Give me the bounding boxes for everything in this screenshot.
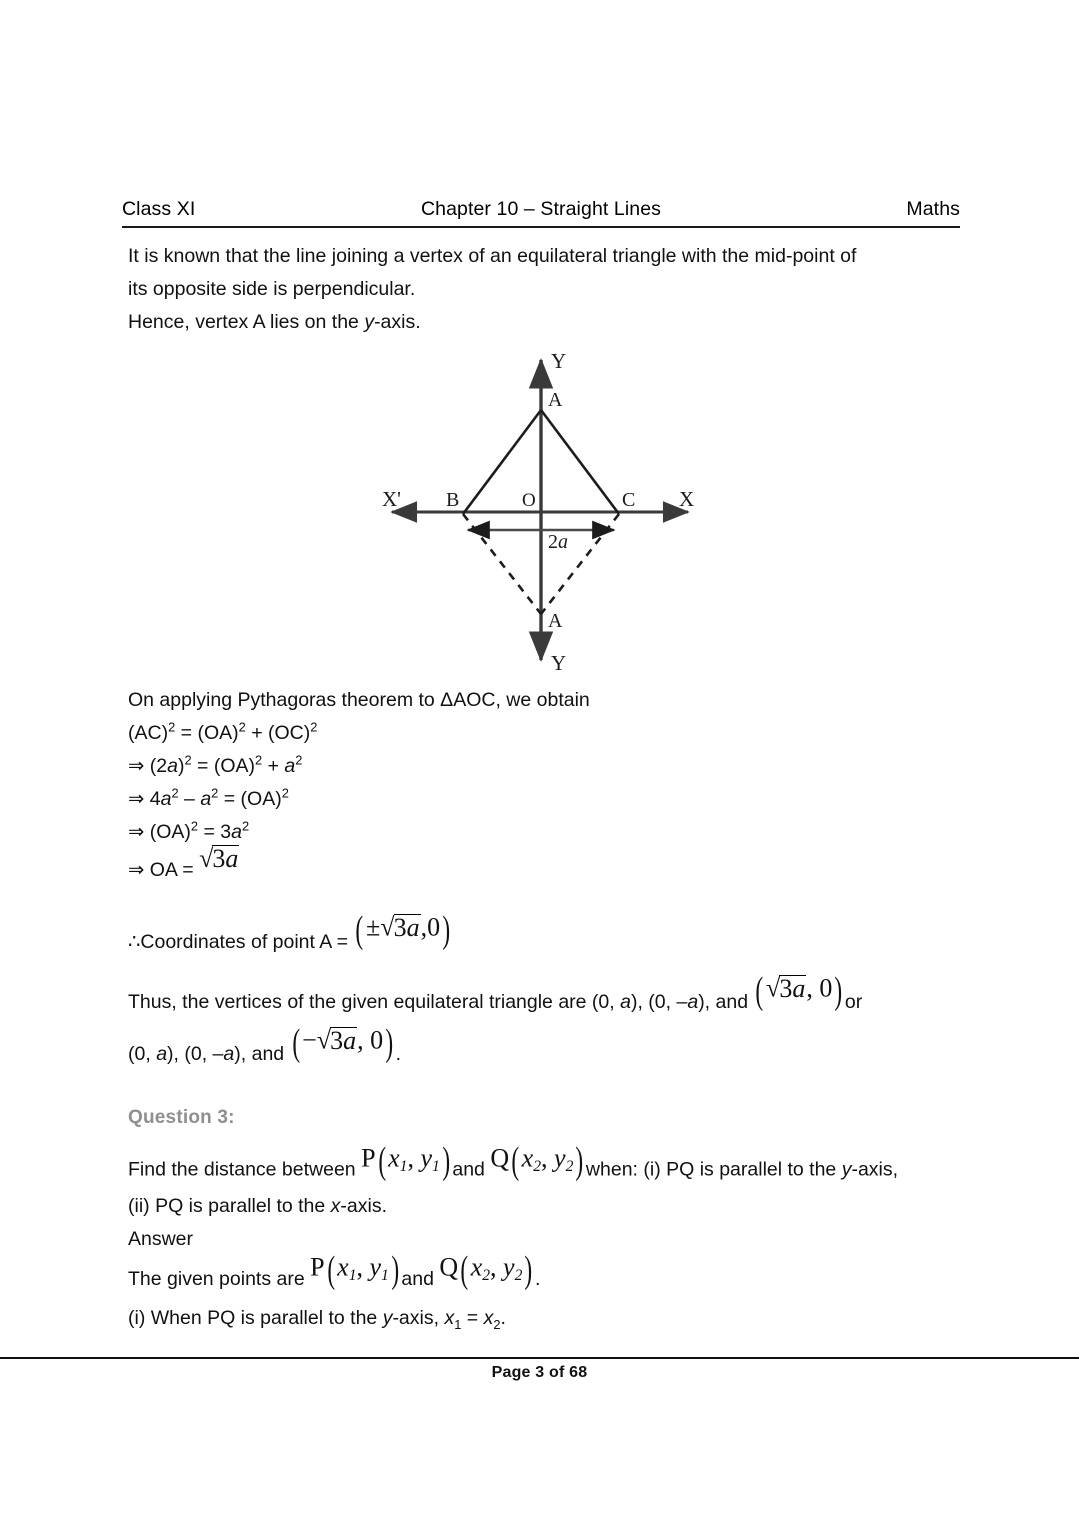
sqrt3a-expression: √3a	[199, 844, 239, 873]
equation-3: ⇒ $4a^2 - a^2 = (OA)^2$	[128, 785, 289, 810]
footer-divider	[0, 1357, 1079, 1359]
equation-4: ⇒ $(OA)^2 = 3a^2$	[128, 818, 250, 843]
coordinates-a-value: (±√3a,0)	[355, 909, 451, 952]
footer-page-number: Page 3 of 68	[491, 1364, 588, 1381]
question-prompt-line-2: (ii) PQ is parallel to the x-axis.	[128, 1194, 387, 1217]
point-p-expression: $P(x_1$, $y_1$)	[361, 1140, 450, 1182]
page-header	[122, 196, 960, 228]
intro-line-3: Hence, vertex A lies on the y-axis.	[128, 311, 421, 333]
equation-2: ⇒ $(2a)^2 = (OA)^2 + a^2$	[128, 752, 303, 777]
label-x-negative: X'	[382, 487, 401, 511]
intro-text-block	[128, 240, 968, 339]
derivation-block	[128, 684, 968, 891]
answer-label: Answer	[128, 1227, 194, 1250]
given-points-prefix: The given points are	[128, 1267, 311, 1290]
equation-5: ⇒ OA = √3a	[128, 844, 239, 881]
vertices-or-word: or	[844, 991, 863, 1013]
point-q-expression: $Q(x_2$, $y_2$)	[490, 1140, 584, 1182]
label-measure-2a: 2a	[548, 531, 568, 553]
question-prompt-suffix: when: (i) PQ is parallel to the y-axis,	[585, 1158, 899, 1181]
diagram-svg	[370, 340, 710, 680]
coordinates-of-a-line: ∴Coordinates of point A = (±√3a,0)	[128, 922, 968, 962]
label-vertex-a-top: A	[548, 389, 563, 411]
intro-line-2: its opposite side is perpendicular.	[128, 278, 416, 300]
question-prompt-line-1	[128, 1140, 968, 1190]
given-points-suffix: .	[534, 1267, 541, 1290]
equation-1: (AC)$^2$ = (OA)$^2$ + (OC)$^2$	[128, 719, 318, 744]
coordinates-block	[128, 909, 968, 962]
pythagoras-intro: On applying Pythagoras theorem to ΔAOC, we obtain	[128, 689, 590, 711]
vertex-plus-sqrt3a: (√3a, 0)	[755, 970, 843, 1013]
vertices-line-2: (0, a), (0, –a), and (−√3a, 0) .	[128, 1022, 402, 1065]
label-y-negative: Y	[551, 651, 567, 675]
conjunction-and-2: and	[401, 1267, 434, 1290]
equilateral-triangle-diagram	[370, 340, 710, 680]
question-heading: Question 3:	[128, 1107, 235, 1128]
given-points-line	[128, 1249, 968, 1302]
vertex-minus-sqrt3a: (−√3a, 0)	[291, 1022, 394, 1065]
header-chapter-title: Chapter 10 – Straight Lines	[420, 198, 662, 220]
label-origin: O	[522, 490, 536, 511]
given-point-p: $P(x_1$, $y_1$)	[310, 1249, 400, 1292]
given-point-q: $Q(x_2$, $y_2$)	[439, 1249, 533, 1292]
question-prompt-prefix: Find the distance between	[128, 1158, 362, 1181]
intro-line-1: It is known that the line joining a vertex of an equilateral triangle with the mid-point of	[128, 245, 857, 267]
label-vertex-c: C	[622, 489, 636, 511]
label-vertex-a-bottom: A	[548, 610, 563, 632]
label-x-positive: X	[679, 487, 695, 511]
question-block	[128, 1140, 968, 1335]
vertices-line-1: Thus, the vertices of the given equilateral triangle are (0, a), (0, –a), and (√3a, 0) or	[128, 970, 863, 1013]
label-y-positive: Y	[551, 349, 567, 373]
header-subject-label: Maths	[906, 198, 960, 220]
header-class-label: Class XI	[122, 198, 196, 220]
label-vertex-b: B	[446, 489, 460, 511]
vertices-conclusion-block	[128, 970, 968, 1084]
conjunction-and-1: and	[452, 1158, 485, 1181]
case-i-line: (i) When PQ is parallel to the y-axis, $x_1 = x_2$.	[128, 1306, 506, 1332]
